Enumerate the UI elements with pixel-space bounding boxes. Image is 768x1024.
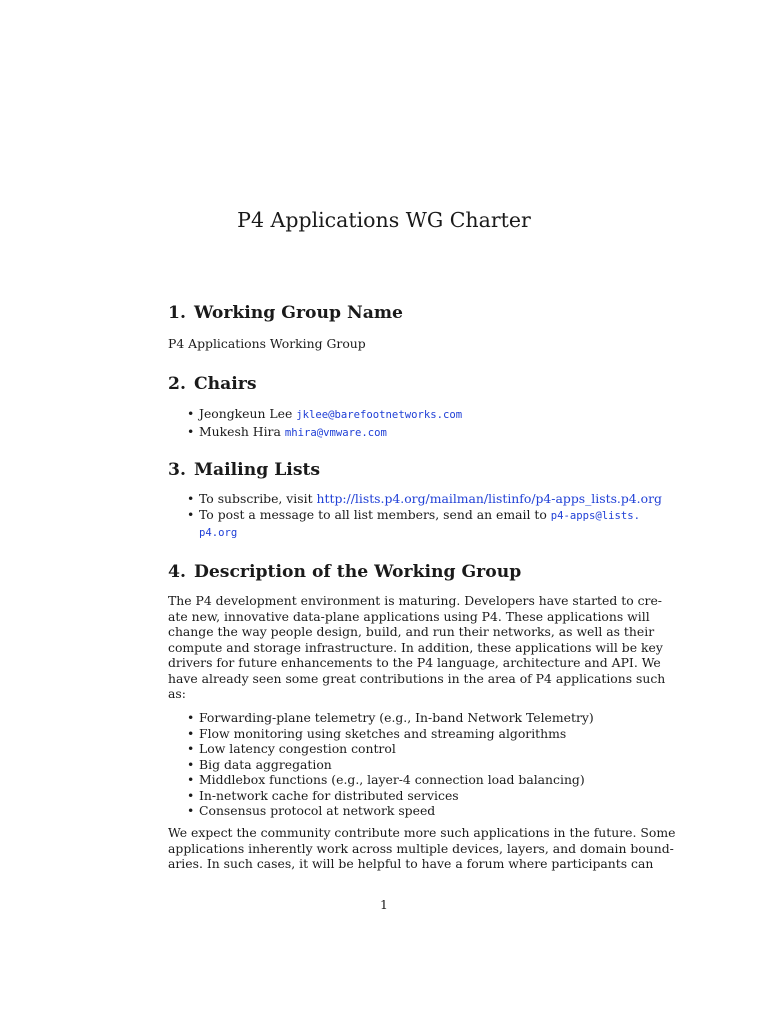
bullet-icon: • [187,772,195,787]
bullet-icon: • [187,710,195,725]
bullet-icon: • [187,491,195,506]
list-item: • Flow monitoring using sketches and streaming algorithms [187,725,567,741]
bullet-icon: • [187,787,195,803]
page-number: 1 [380,897,388,912]
bullet-icon: • [187,506,195,522]
section-heading-chairs: 2. Chairs [168,374,257,394]
bullet-icon: • [187,756,195,772]
bullet-icon: • [187,741,195,756]
list-item: • Low latency congestion control [187,741,396,756]
list-item: • Forwarding-plane telemetry (e.g., In-band Network Telemetry) [187,710,594,725]
list-item: • Big data aggregation [187,756,332,772]
list-item: • Consensus protocol at network speed [187,803,436,818]
subscribe-link[interactable]: http://lists.p4.org/mailman/listinfo/p4-apps_lists.p4.org [316,491,662,506]
working-group-name-text: P4 Applications Working Group [168,336,366,351]
list-item: • Middlebox functions (e.g., layer-4 connection load balancing) [187,772,585,787]
chairs-list [168,406,600,441]
list-item: • Jeongkeun Lee jklee@barefootnetworks.com [187,406,463,421]
document-title: P4 Applications WG Charter [237,208,531,232]
description-paragraph: The P4 development environment is maturing. Developers have started to cre- ate new, innovative data-plane applications using P4. These applications will change the way people design, build, and run their networks, as well as their compute and storage infrastructure. In addition, these applications will be key drivers for future enhancements to the P4 language, architecture and API. We have already seen some great contributions in the area of P4 applications such as: [168,593,666,701]
chair-email-link[interactable]: jklee@barefootnetworks.com [296,409,463,421]
bullet-icon: • [187,803,195,818]
mailing-lists-list [168,491,662,542]
list-item: • To subscribe, visit http://lists.p4.org/mailman/listinfo/p4-apps_lists.p4.org [187,491,662,506]
bullet-icon: • [187,406,195,421]
section-heading-working-group-name: 1. Working Group Name [168,303,403,323]
closing-paragraph: We expect the community contribute more such applications in the future. Some applications inherently work across multiple devices, layers, and domain bound- aries. In such cases, it will be helpful to have a forum where participants can [168,825,676,871]
bullet-icon: • [187,725,195,741]
section-heading-description: 4. Description of the Working Group [168,562,522,582]
applications-list [168,710,600,819]
chair-email-link[interactable]: mhira@vmware.com [284,426,387,439]
section-heading-mailing-lists: 3. Mailing Lists [168,460,321,480]
bullet-icon: • [187,423,195,439]
list-item: • In-network cache for distributed services [187,787,459,803]
list-item: • To post a message to all list members, send an email to p4-apps@lists. p4.org [187,506,641,539]
post-email-link[interactable]: p4-apps@lists. [550,509,641,522]
post-email-link-continued[interactable]: p4.org [199,527,238,539]
list-item: • Mukesh Hira mhira@vmware.com [187,423,387,439]
